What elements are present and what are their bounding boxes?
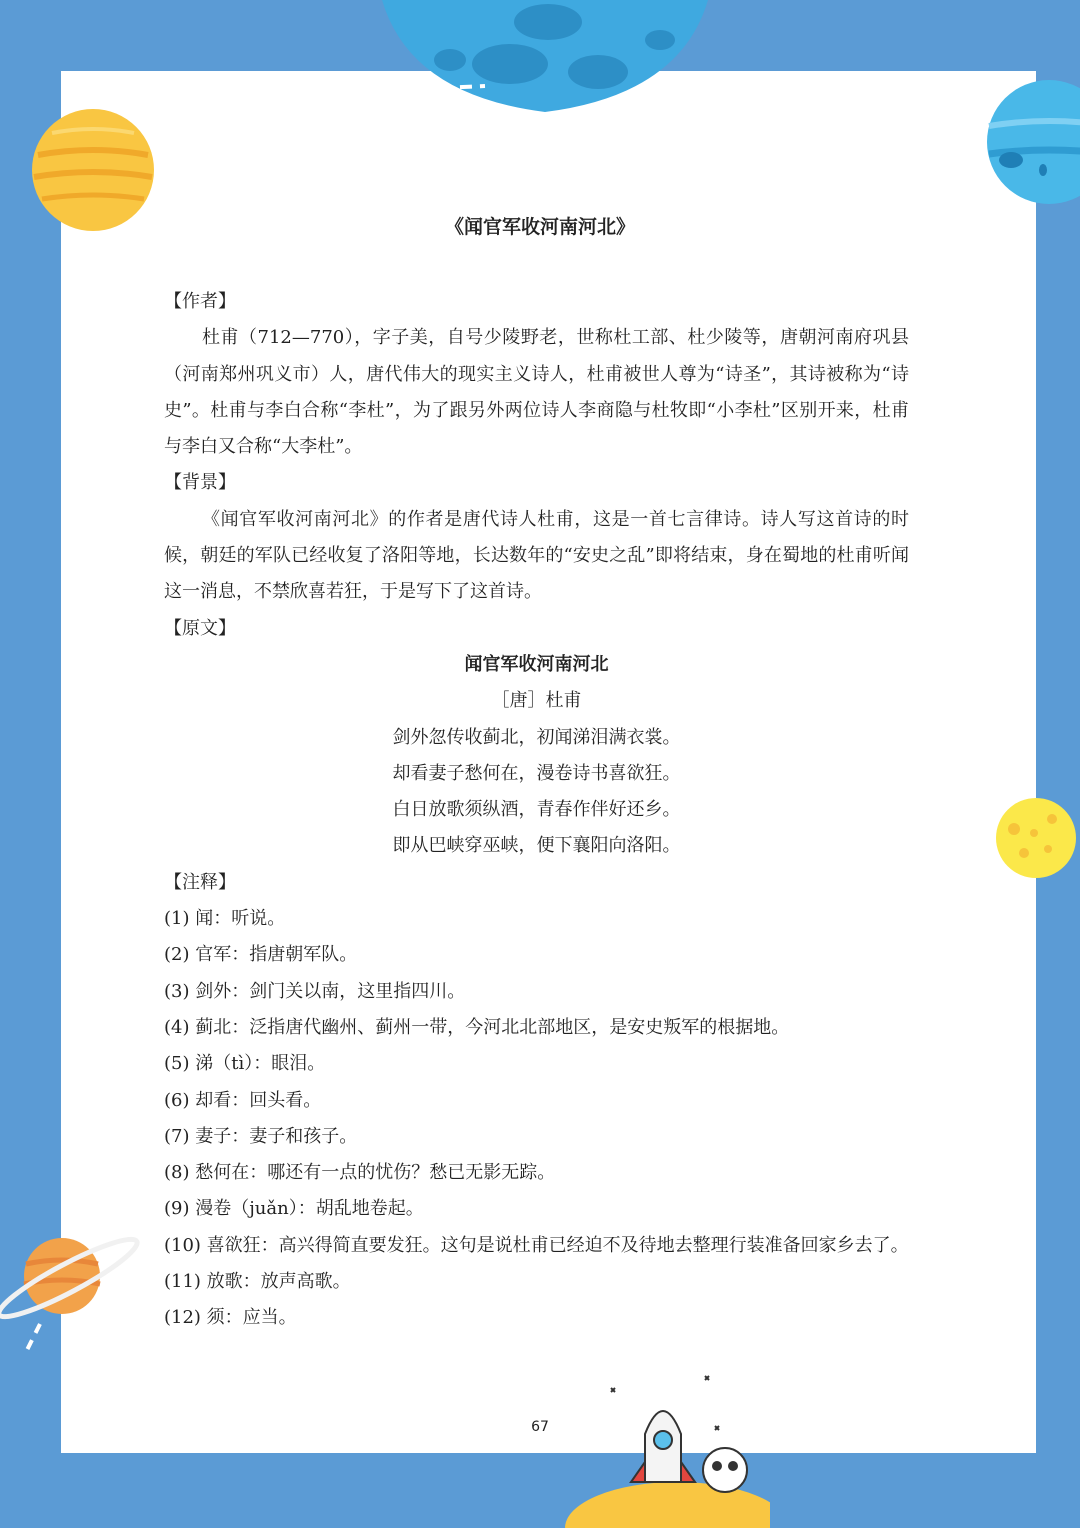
blue-moon-illustration [370,0,720,130]
note-item: (3) 剑外：剑门关以南，这里指四川。 [164,980,466,1002]
note-item: (9) 漫卷（juǎn）：胡乱地卷起。 [164,1198,424,1220]
original-heading: 【原文】 [164,617,236,639]
poem-line: 剑外忽传收蓟北，初闻涕泪满衣裳。 [392,726,681,748]
rocket-illustration [565,1370,770,1528]
poem-line: 即从巴峡穿巫峡，便下襄阳向洛阳。 [392,835,681,857]
poem-line: 白日放歌须纵酒，青春作伴好还乡。 [392,799,681,821]
note-item: (1) 闻：听说。 [164,908,286,930]
document-body [164,284,909,1337]
note-item: (5) 涕（tì）：眼泪。 [164,1053,326,1075]
author-heading: 【作者】 [164,291,236,312]
notes-heading: 【注释】 [164,871,236,893]
note-item: (11) 放歌：放声高歌。 [164,1271,351,1293]
poem-title: 闻官军收河南河北 [464,653,609,675]
author-paragraph: 杜甫（712—770），字子美，自号少陵野老，世称杜工部、杜少陵等，唐朝河南府巩县（河南郑州巩义市）人，唐代伟大的现实主义诗人，杜甫被世人尊为“诗圣”，其诗被称为“诗史”。杜甫与李白合称“李杜”，为了跟另外两位诗人李商隐与杜牧即“小李杜”区别开来，杜甫与李白又合称“大李杜”。 [164,327,909,458]
note-item: (4) 蓟北：泛指唐代幽州、蓟州一带，今河北北部地区，是安史叛军的根据地。 [164,1016,790,1038]
background-heading: 【背景】 [164,472,236,494]
ringed-planet-illustration [0,1228,145,1358]
poem-line: 却看妻子愁何在，漫卷诗书喜欲狂。 [392,762,681,784]
note-item: (8) 愁何在：哪还有一点的忧伤？愁已无影无踪。 [164,1162,556,1184]
note-item: (7) 妻子：妻子和孩子。 [164,1125,358,1147]
document-title: 《闻官军收河南河北》 [444,216,635,238]
note-item: (12) 须：应当。 [164,1307,297,1329]
note-item: (2) 官军：指唐朝军队。 [164,944,358,966]
yellow-moon-illustration [994,797,1080,879]
page-number: 67 [531,1419,549,1435]
background-paragraph: 《闻官军收河南河北》的作者是唐代诗人杜甫，这是一首七言律诗。诗人写这首诗的时候，朝廷的军队已经收复了洛阳等地，长达数年的“安史之乱”即将结束，身在蜀地的杜甫听闻这一消息，不禁欣喜若狂，于是写下了这首诗。 [164,508,909,603]
note-item: (10) 喜欲狂：高兴得简直要发狂。这句是说杜甫已经迫不及待地去整理行装准备回家乡去了。 [164,1234,909,1256]
note-item: (6) 却看：回头看。 [164,1089,322,1111]
blue-planet-illustration [985,78,1080,206]
poem-author: ［唐］杜甫 [491,690,582,712]
